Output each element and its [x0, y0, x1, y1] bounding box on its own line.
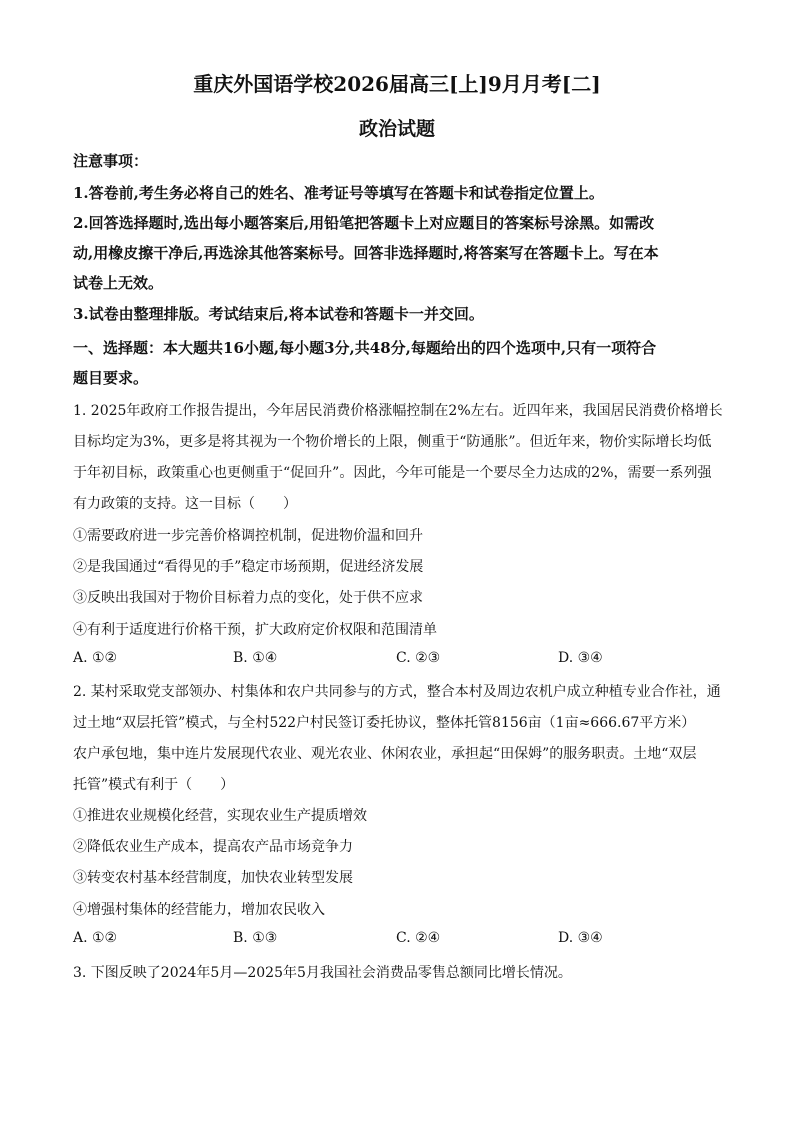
q2-option-c: C. ②④	[396, 930, 441, 946]
q2-option-a: A. ①②	[73, 930, 118, 946]
q1-option-b: B. ①④	[233, 650, 278, 666]
notice-item-2-line-1: 2.回答选择题时,选出每小题答案后,用铅笔把答题卡上对应题目的答案标号涂黑。如需改	[73, 214, 655, 232]
notice-item-2-line-2: 动,用橡皮擦干净后,再选涂其他答案标号。回答非选择题时,将答案写在答题卡上。写在本	[73, 244, 659, 262]
q1-statement-3: ③反映出我国对于物价目标着力点的变化，处于供不应求	[73, 590, 423, 606]
q2-stem-line-3: 农户承包地，集中连片发展现代农业、观光农业、休闲农业，承担起“田保姆”的服务职责。土地“双层	[73, 746, 697, 762]
q2-option-d: D. ③④	[558, 930, 603, 946]
q2-stem-line-2: 过土地“双层托管”模式，与全村522户村民签订委托协议，整体托管8156亩（1亩≈666.67平方米）	[73, 715, 696, 731]
q1-stem-line-4: 有力政策的支持。这一目标（ ）	[73, 496, 297, 512]
q3-stem-line-1: 3. 下图反映了2024年5月—2025年5月我国社会消费品零售总额同比增长情况。	[73, 965, 572, 981]
q1-stem-line-3: 于年初目标，政策重心也更侧重于“促回升”。因此，今年可能是一个要尽全力达成的2%，需要一系列强	[73, 465, 712, 481]
q1-stem-line-2: 目标均定为3%，更多是将其视为一个物价增长的上限，侧重于“防通胀”。但近年来，物价实际增长均低	[73, 434, 712, 450]
q2-statement-4: ④增强村集体的经营能力，增加农民收入	[73, 902, 325, 918]
section-heading-line-1: 一、选择题：本大题共16小题,每小题3分,共48分,每题给出的四个选项中,只有一项符合	[73, 339, 657, 357]
q2-statement-3: ③转变农村基本经营制度，加快农业转型发展	[73, 870, 353, 886]
q2-statement-1: ①推进农业规模化经营，实现农业生产提质增效	[73, 808, 367, 824]
q1-stem-line-1: 1. 2025年政府工作报告提出，今年居民消费价格涨幅控制在2%左右。近四年来，我国居民消费价格增长	[73, 403, 723, 419]
notice-heading: 注意事项：	[73, 152, 149, 170]
q1-option-a: A. ①②	[73, 650, 118, 666]
q1-option-c: C. ②③	[396, 650, 441, 666]
q1-statement-2: ②是我国通过“看得见的手”稳定市场预期，促进经济发展	[73, 559, 424, 575]
exam-subject-title: 政治试题	[358, 118, 435, 140]
q2-stem-line-4: 托管”模式有利于（ ）	[73, 777, 235, 793]
q1-option-d: D. ③④	[558, 650, 603, 666]
q1-statement-4: ④有利于适度进行价格干预，扩大政府定价权限和范围清单	[73, 622, 437, 638]
q2-stem-line-1: 2. 某村采取党支部领办、村集体和农户共同参与的方式，整合本村及周边农机户成立种植专业合作社，通	[73, 684, 721, 700]
q1-statement-1: ①需要政府进一步完善价格调控机制，促进物价温和回升	[73, 528, 423, 544]
notice-item-2-line-3: 试卷上无效。	[73, 274, 164, 292]
section-heading-line-2: 题目要求。	[73, 369, 149, 387]
notice-item-1: 1.答卷前,考生务必将自己的姓名、准考证号等填写在答题卡和试卷指定位置上。	[73, 184, 604, 202]
q2-option-b: B. ①③	[233, 930, 278, 946]
q2-statement-2: ②降低农业生产成本，提高农产品市场竞争力	[73, 839, 353, 855]
notice-item-3: 3.试卷由整理排版。考试结束后,将本试卷和答题卡一并交回。	[73, 305, 484, 323]
exam-title: 重庆外国语学校2026届高三[上]9月月考[二]	[193, 72, 601, 96]
